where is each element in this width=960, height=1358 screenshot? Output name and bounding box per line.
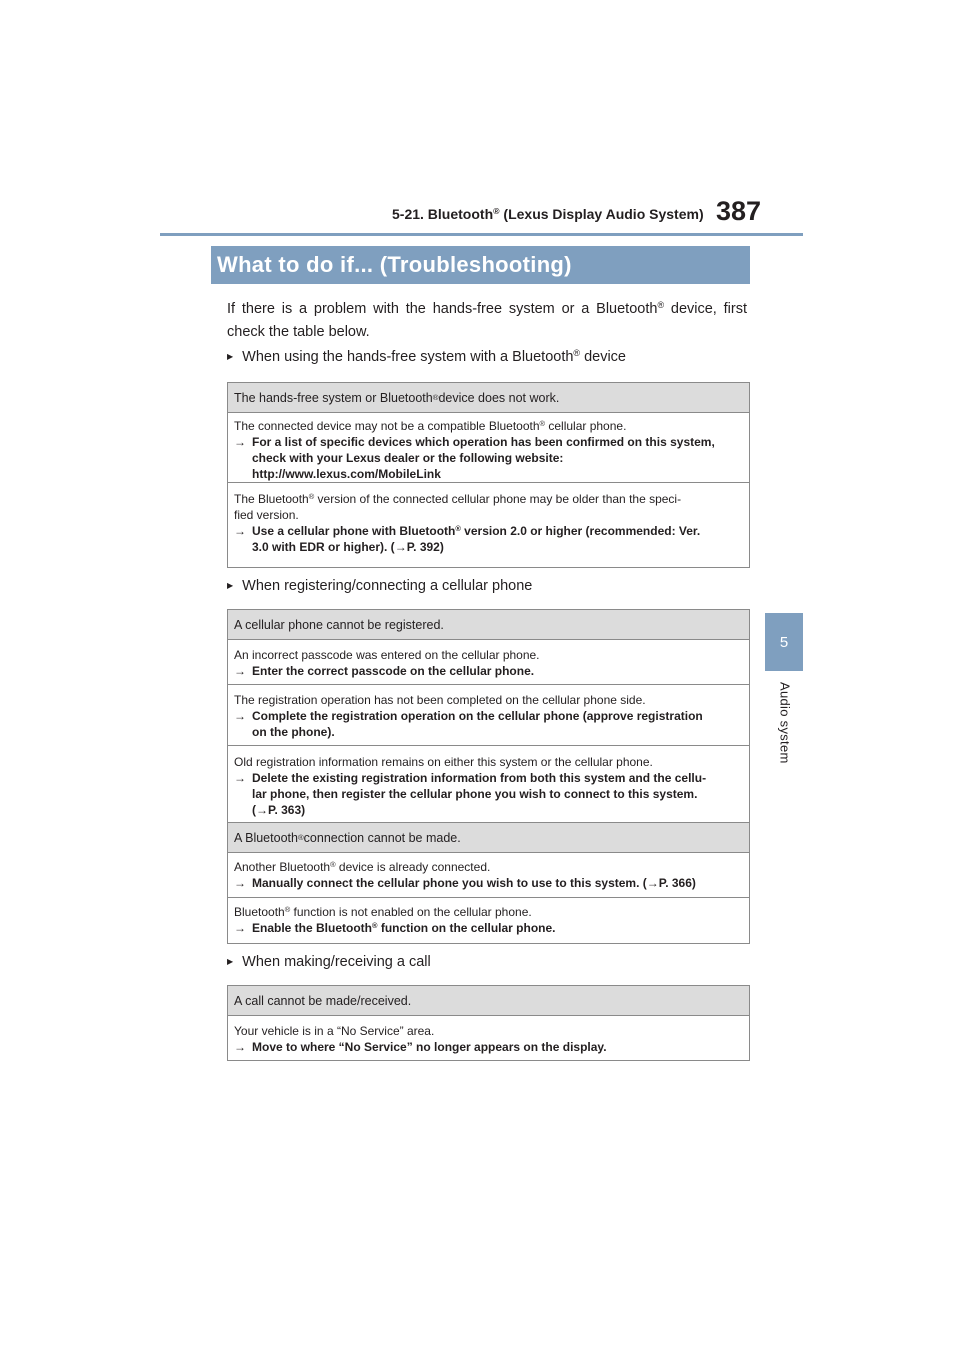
cause-solution-row (228, 483, 749, 568)
website-url[interactable]: http://www.lexus.com/MobileLink (252, 467, 441, 481)
header-divider (160, 233, 803, 236)
cause-solution-row (228, 853, 749, 898)
cause-text: Bluetooth® function is not enabled on the cellular phone. (234, 904, 532, 919)
arrow-right-icon: → (394, 540, 407, 554)
arrow-right-icon: → (234, 435, 246, 449)
cause-text: An incorrect passcode was entered on the cellular phone. (234, 648, 540, 662)
arrow-right-icon: → (234, 1040, 246, 1054)
solution-text: → Enable the Bluetooth® function on the cellular phone. (234, 920, 556, 935)
problem-row: A Bluetooth ® connection cannot be made. (228, 823, 749, 853)
arrow-right-icon: → (646, 876, 659, 890)
solution-text: → For a list of specific devices which operation has been confirmed on this system, check with your Lexus dealer or the following website: http://www.lexus.com/MobileLink (234, 435, 715, 481)
solution-text: → Use a cellular phone with Bluetooth® version 2.0 or higher (recommended: Ver. 3.0 with EDR or higher). (→P. 392) (234, 523, 701, 554)
cause-solution-row (228, 640, 749, 685)
cause-text: The Bluetooth® version of the connected cellular phone may be older than the speci- fied version. (234, 491, 682, 522)
solution-text: → Complete the registration operation on the cellular phone (approve registration on the phone). (234, 709, 703, 739)
arrow-right-icon: → (234, 664, 246, 678)
chapter-tab: 5 (765, 613, 803, 671)
cause-solution-row (228, 685, 749, 746)
arrow-right-icon: → (234, 771, 246, 785)
arrow-right-icon: → (256, 803, 268, 817)
problem-row: A call cannot be made/received. (228, 986, 749, 1016)
cause-text: Your vehicle is in a “No Service” area. (234, 1024, 435, 1038)
section-heading-hands-free: ▶ When using the hands-free system with a Bluetooth® device (227, 348, 626, 365)
running-header-section: 5-21. Bluetooth® (Lexus Display Audio System) (392, 206, 704, 222)
cause-text: The connected device may not be a compatible Bluetooth® cellular phone. (234, 418, 627, 433)
cause-solution-row (228, 898, 749, 944)
cause-solution-row (228, 746, 749, 823)
solution-text: → Move to where “No Service” no longer appears on the display. (234, 1040, 607, 1054)
troubleshooting-table-calling (227, 985, 750, 1061)
solution-text: → Enter the correct passcode on the cellular phone. (234, 664, 535, 678)
cause-text: Old registration information remains on either this system or the cellular phone. (234, 755, 653, 769)
cause-text: The registration operation has not been completed on the cellular phone side. (234, 693, 646, 707)
cause-solution-row (228, 1016, 749, 1061)
intro-paragraph: If there is a problem with the hands-free system or a Bluetooth® device, first check the table below. (227, 300, 747, 340)
section-heading-registering: ▶ When registering/connecting a cellular phone (227, 578, 533, 594)
arrow-right-icon: → (234, 524, 246, 538)
page-reference-link[interactable]: P. 363) (268, 803, 306, 817)
page-reference-link[interactable]: P. 392) (406, 540, 444, 554)
bullet-triangle-icon: ▶ (227, 352, 234, 361)
problem-row: The hands-free system or Bluetooth ® device does not work. (228, 383, 749, 413)
page-number: 387 (716, 196, 762, 226)
problem-row: A cellular phone cannot be registered. (228, 610, 749, 640)
troubleshooting-table-hands-free (227, 382, 750, 568)
arrow-right-icon: → (234, 921, 246, 935)
solution-text: → Manually connect the cellular phone you wish to use to this system. (→P. 366) (234, 876, 696, 890)
bullet-triangle-icon: ▶ (227, 957, 234, 966)
cause-solution-row (228, 413, 749, 483)
page-reference-link[interactable]: P. 366) (658, 876, 696, 890)
cause-text: Another Bluetooth® device is already connected. (234, 859, 491, 874)
arrow-right-icon: → (234, 709, 246, 723)
page-title: What to do if... (Troubleshooting) (211, 246, 750, 284)
solution-text: → Delete the existing registration information from both this system and the cellu- lar phone, then register the cellular phone you wish to connect to this system. (→P. 363) (234, 771, 707, 817)
bullet-triangle-icon: ▶ (227, 581, 234, 590)
troubleshooting-table-registering (227, 609, 750, 944)
chapter-label: Audio system (777, 682, 793, 764)
section-heading-calling: ▶ When making/receiving a call (227, 954, 431, 970)
arrow-right-icon: → (234, 876, 246, 890)
